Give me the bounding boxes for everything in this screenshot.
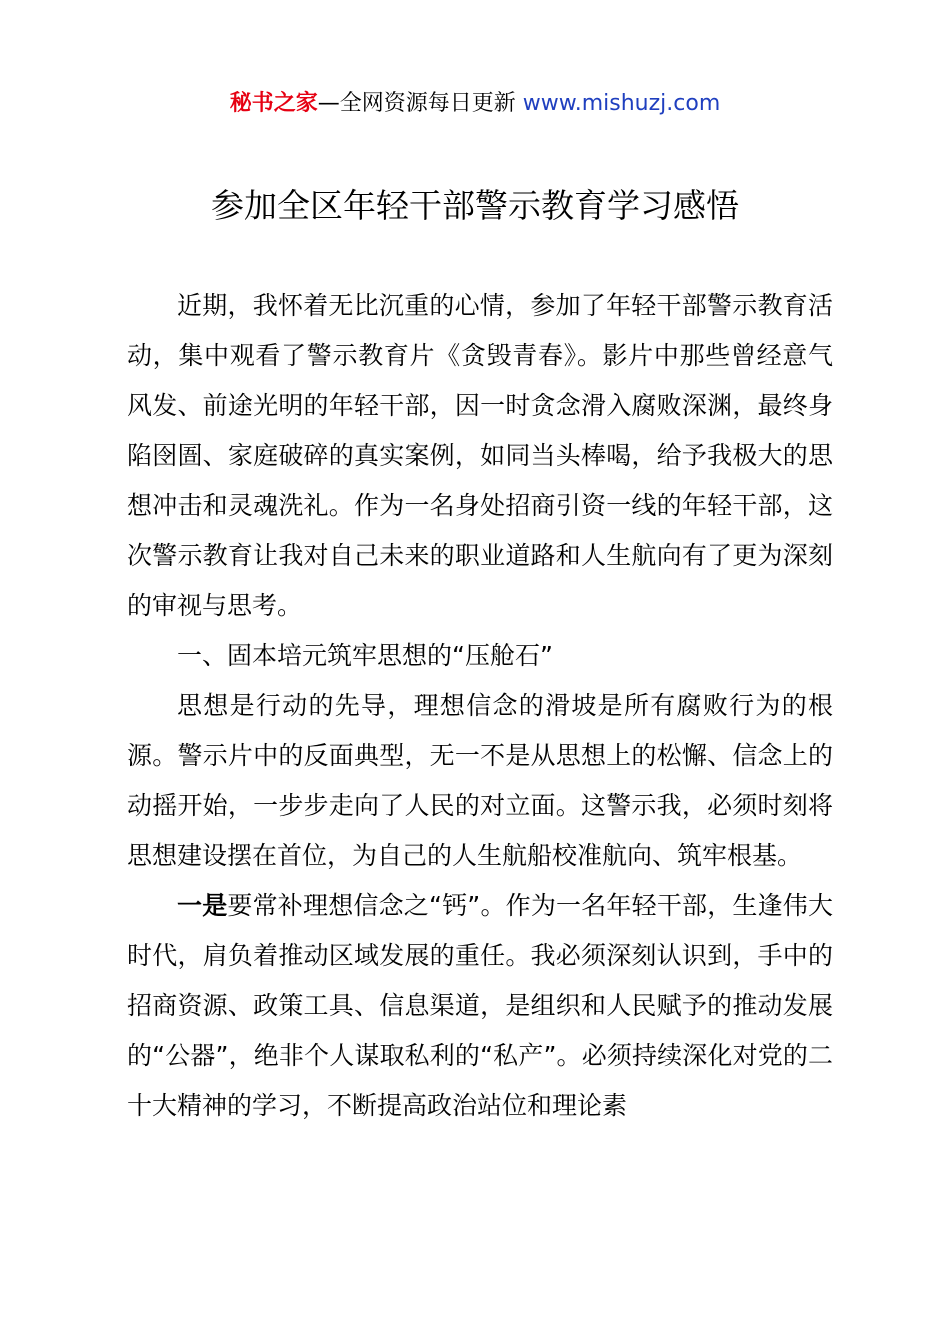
site-url-link[interactable]: www.mishuzj.com bbox=[522, 91, 721, 116]
intro-paragraph: 近期，我怀着无比沉重的心情，参加了年轻干部警示教育活动，集中观看了警示教育片《贪毁青春》。影片中那些曾经意气风发、前途光明的年轻干部，因一时贪念滑入腐败深渊，最终身陷囹圄、家庭破碎的真实案例，如同当头棒喝，给予我极大的思想冲击和灵魂洗礼。作为一名身处招商引资一线的年轻干部，这次警示教育让我对自己未来的职业道路和人生航向有了更为深刻的审视与思考。 bbox=[127, 291, 833, 620]
document-body bbox=[127, 281, 833, 1131]
point-paragraph bbox=[127, 881, 833, 1131]
site-brand: 秘书之家 bbox=[229, 91, 318, 116]
section-heading: 一、固本培元筑牢思想的“压舱石” bbox=[177, 641, 553, 670]
point-lead: 一是 bbox=[177, 891, 228, 920]
point-text: 要常补理想信念之“钙”。作为一名年轻干部，生逢伟大时代，肩负着推动区域发展的重任。我必须深刻认识到，手中的招商资源、政策工具、信息渠道，是组织和人民赋予的推动发展的“公器”，绝非个人谋取私利的“私产”。必须持续深化对党的二十大精神的学习，不断提高政治站位和理论素 bbox=[127, 891, 833, 1120]
site-tagline: —全网资源每日更新 bbox=[317, 91, 523, 116]
section-paragraph: 思想是行动的先导，理想信念的滑坡是所有腐败行为的根源。警示片中的反面典型，无一不是从思想上的松懈、信念上的动摇开始，一步步走向了人民的对立面。这警示我，必须时刻将思想建设摆在首位，为自己的人生航船校准航向、筑牢根基。 bbox=[127, 691, 833, 870]
site-header bbox=[0, 86, 950, 122]
document-title: 参加全区年轻干部警示教育学习感悟 bbox=[211, 186, 739, 225]
